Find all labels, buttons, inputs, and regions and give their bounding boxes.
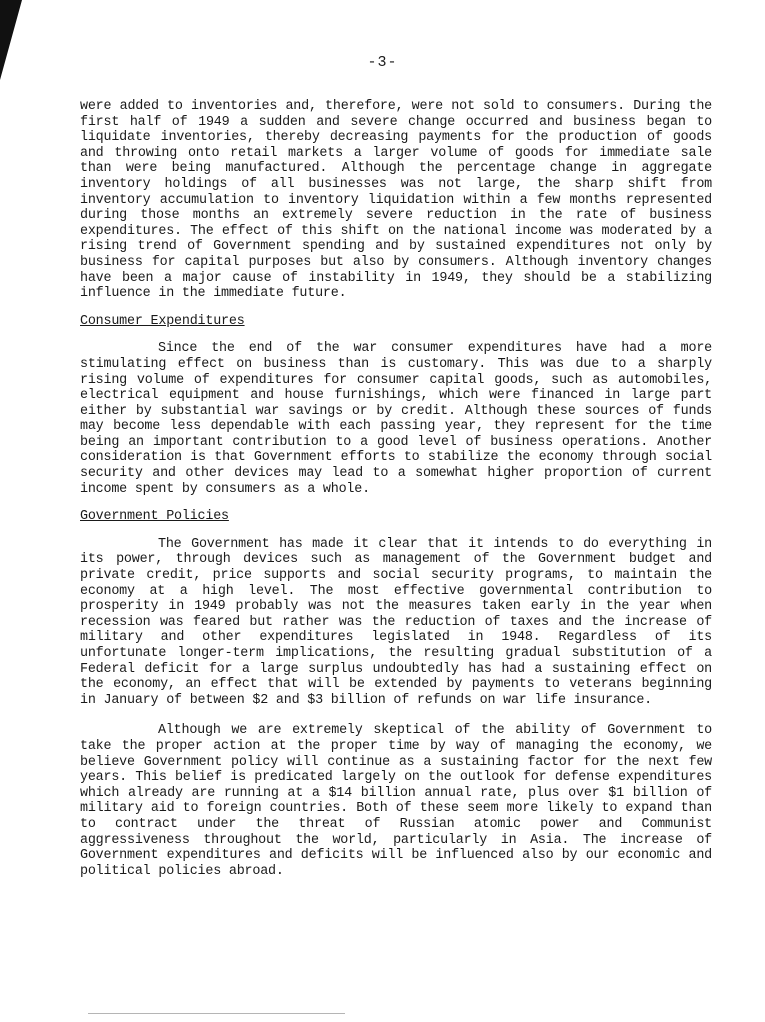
paragraph-consumer-expenditures: Since the end of the war consumer expenditures have had a more stimulating effect on business than is customary. This was due to a sharply rising volume of expenditures for consumer capital goods, such as automobiles, electrical equipment and house furnishings, which were financed in large part either by substantial war savings or by credit. Although these sources of funds may become less dependable with each passing year, they represent for the time being an important contribution to a good level of business operations. Another consideration is that Government efforts to stabilize the economy through social security and other devices may lead to a somewhat higher proportion of current income spent by consumers as a whole.	[80, 341, 712, 497]
section-heading-consumer-expenditures: Consumer Expenditures	[80, 313, 245, 329]
footer-rule	[88, 1013, 345, 1014]
page-number: -3-	[367, 54, 398, 71]
section-heading-government-policies: Government Policies	[80, 509, 229, 525]
paragraph-government-policies-2: Although we are extremely skeptical of the ability of Government to take the proper action at the proper time by way of managing the economy, we believe Government policy will continue as a sustaining factor for the next few years. This belief is predicated largely on the outlook for defense expenditures which already are running at a $14 billion annual rate, plus over $1 billion of military aid to foreign countries. Both of these seem more likely to expand than to contract under the threat of Russian atomic power and Communist aggressiveness throughout the world, particularly in Asia. The increase of Government expenditures and deficits will be influenced also by our economic and political policies abroad.	[80, 723, 712, 879]
document-body	[80, 99, 712, 879]
paragraph-government-policies-1: The Government has made it clear that it intends to do everything in its power, through devices such as management of the Government budget and private credit, price supports and social security programs, to maintain the economy at a high level. The most effective governmental contribution to prosperity in 1949 probably was not the measures taken early in the year when recession was feared but rather was the reduction of taxes and the increase of military and other expenditures legislated in 1948. Regardless of its unfortunate longer-term implications, the resulting gradual substitution of a Federal deficit for a large surplus undoubtedly has had a sustaining effect on the economy, an effect that will be extended by payments to veterans beginning in January of between $2 and $3 billion of refunds on war life insurance.	[80, 536, 712, 708]
paragraph-inventories: were added to inventories and, therefore, were not sold to consumers. During the first half of 1949 a sudden and severe change occurred and business began to liquidate inventories, thereby decreasing payments for the production of goods and throwing onto retail markets a larger volume of goods for immediate sale than were being manufactured. Although the percentage change in aggregate inventory holdings of all businesses was not large, the sharp shift from inventory accumulation to inventory liquidation within a few months represented during those months an extremely severe reduction in the rate of business expenditures. The effect of this shift on the national income was moderated by a rising trend of Government spending and by sustained expenditures not only by business for capital purposes but also by consumers. Although inventory changes have been a major cause of instability in 1949, they should be a stabilizing influence in the immediate future.	[80, 99, 712, 302]
